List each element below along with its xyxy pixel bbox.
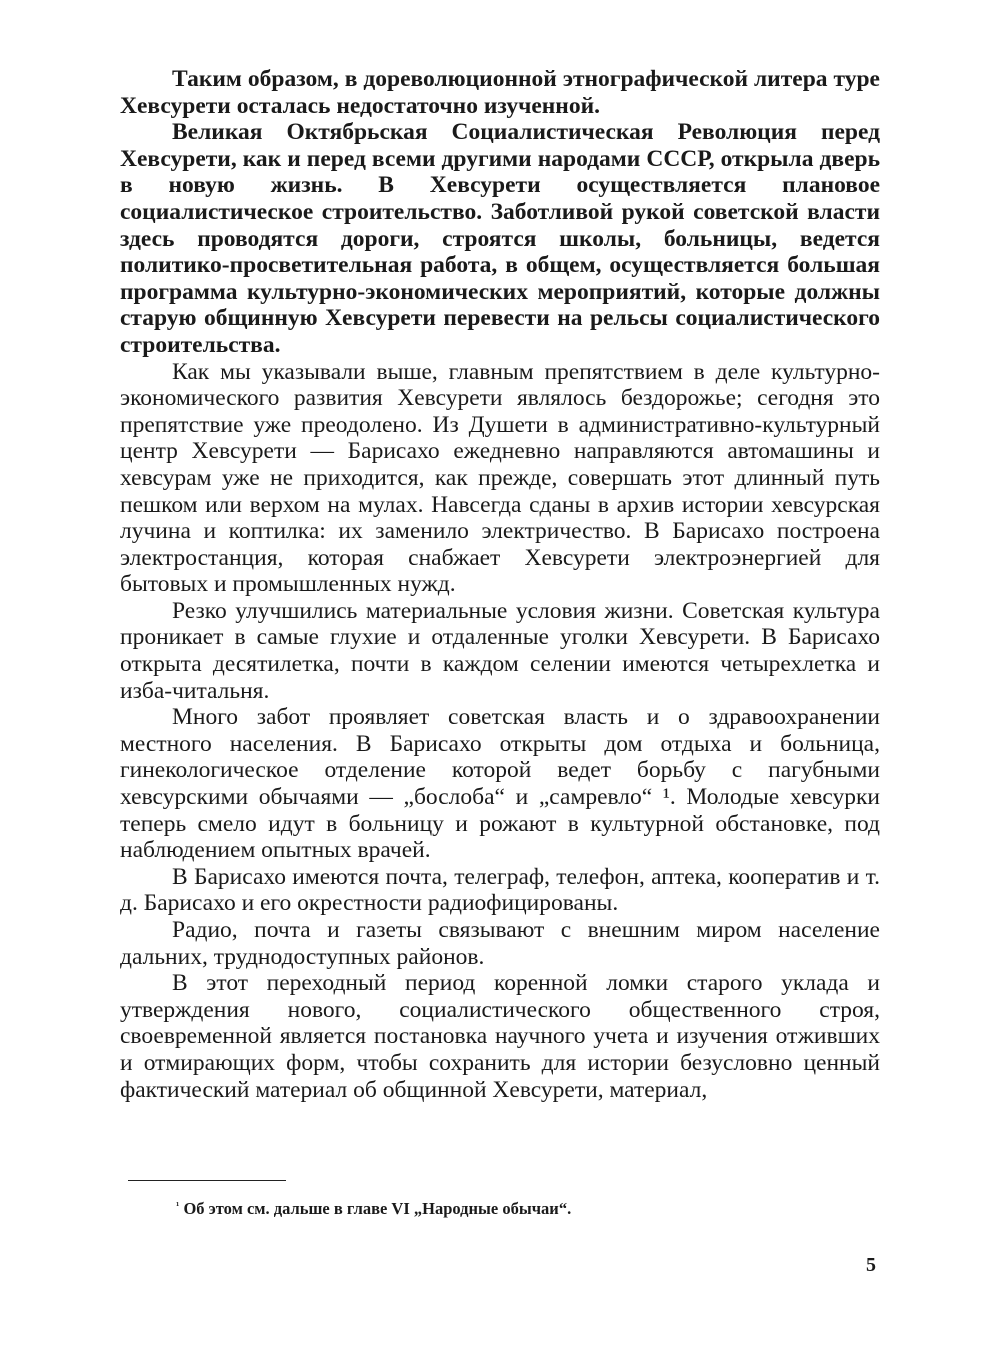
footnote-divider xyxy=(128,1180,286,1181)
footnote xyxy=(176,1196,876,1219)
main-text xyxy=(120,66,880,1103)
paragraph: Как мы указывали выше, главным препятствием в деле культурно-экономического развития Хевсурети являлось бездорожье; сегодня это препятствие уже преодолено. Из Душети в административно-культурный центр Хевсурети — Барисахо ежедневно направляются автомашины и хевсурам уже не приходится, как прежде, совершать этот длинный путь пешком или верхом на мулах. Навсегда сданы в архив истории хевсурская лучина и коптилка: их заменило электричество. В Барисахо построена электростанция, которая снабжает Хевсурети электроэнергией для бытовых и промышленных нужд. xyxy=(120,358,880,598)
paragraph: Радио, почта и газеты связывают с внешним миром население дальних, труднодоступных районов. xyxy=(120,917,880,970)
footnote-text: Об этом см. дальше в главе VI „Народные обычаи“. xyxy=(183,1199,572,1218)
paragraph: Резко улучшились материальные условия жизни. Советская культура проникает в самые глухие и отдаленные уголки Хевсурети. В Барисахо открыта десятилетка, почти в каждом селении имеются четырехлетка и изба-читальня. xyxy=(120,597,880,704)
footnote-marker: ¹ xyxy=(176,1200,180,1212)
paragraph: В Барисахо имеются почта, телеграф, телефон, аптека, кооператив и т. д. Барисахо и его окрестности радиофицированы. xyxy=(120,863,880,917)
paragraph: В этот переходный период коренной ломки старого уклада и утверждения нового, социалистического общественного строя, своевременной является постановка научного учета и изучения отживших и отмирающих форм, чтобы сохранить для истории безусловно ценный фактический материал об общинной Хевсурети, материал, xyxy=(120,970,880,1103)
paragraph: Великая Октябрьская Социалистическая Революция перед Хевсурети, как и перед всеми другими народами СССР, открыла дверь в новую жизнь. В Хевсурети осуществляется плановое социалистическое строительство. Заботливой рукой советской власти здесь проводятся дороги, строятся школы, больницы, ведется политико-просветительная работа, в общем, осуществляется большая программа культурно-экономических мероприятий, которые должны старую общинную Хевсурети перевести на рельсы социалистического строительства. xyxy=(120,119,880,358)
paragraph: Таким образом, в дореволюционной этнографической литера туре Хевсурети осталась недостаточно изученной. xyxy=(120,66,880,119)
page-number: 5 xyxy=(866,1254,876,1276)
paragraph: Много забот проявляет советская власть и о здравоохранении местного населения. В Барисахо открыты дом отдыха и больница, гинекологическое отделение которой ведет борьбу с пагубными хевсурскими обычаями — „бослоба“ и „самревло“ ¹. Молодые хевсурки теперь смело идут в больницу и рожают в культурной обстановке, под наблюдением опытных врачей. xyxy=(120,704,880,864)
